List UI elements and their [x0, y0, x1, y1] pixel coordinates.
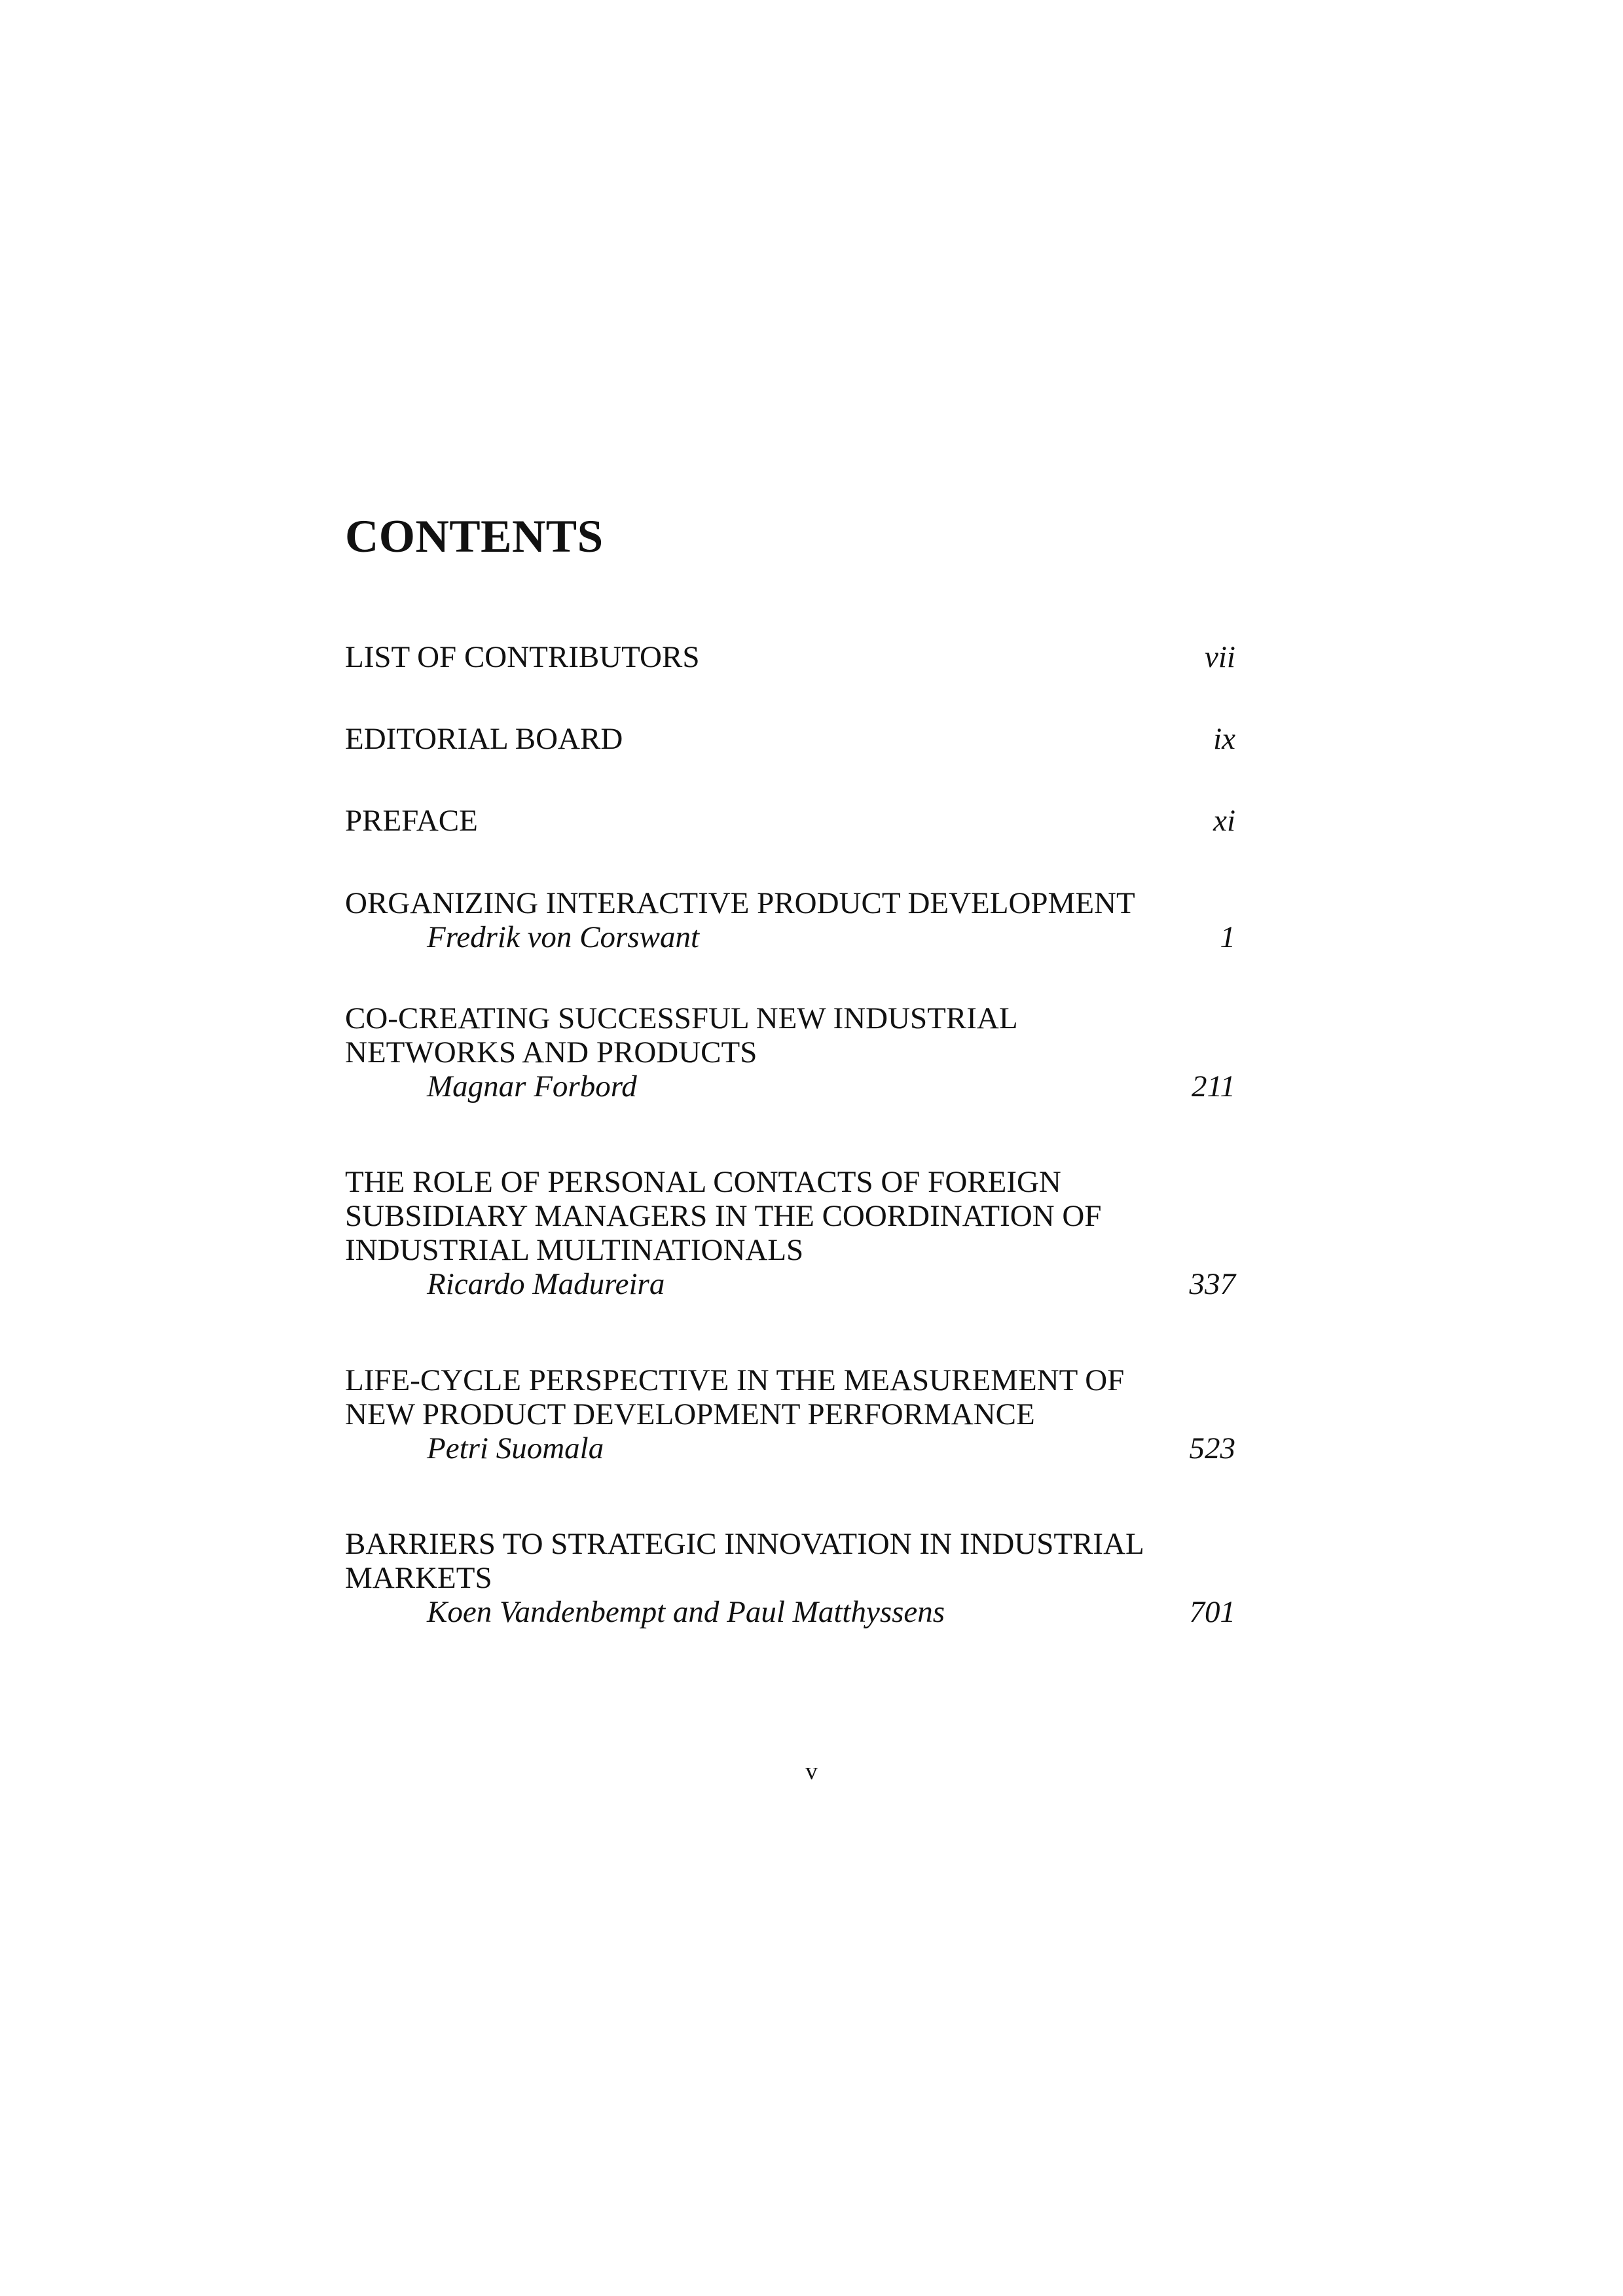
- toc-entry-chapter-3[interactable]: [345, 1165, 1235, 1301]
- toc-entry-author: Magnar Forbord: [427, 1069, 637, 1103]
- toc-entry-editorial-board[interactable]: [345, 722, 1235, 756]
- toc-entry-heading: LIST OF CONTRIBUTORS: [345, 640, 700, 674]
- toc-entry-page-number: 337: [1189, 1267, 1235, 1301]
- toc-entry-author: Petri Suomala: [427, 1431, 604, 1465]
- toc-entry-heading: PREFACE: [345, 804, 478, 838]
- toc-entry-list-of-contributors[interactable]: [345, 640, 1235, 674]
- toc-entry-heading: EDITORIAL BOARD: [345, 722, 623, 756]
- toc-entry-heading: THE ROLE OF PERSONAL CONTACTS OF FOREIGN SUBSIDIARY MANAGERS IN THE COORDINATION OF INDUSTRIAL MULTINATIONALS: [345, 1165, 1102, 1267]
- toc-entry-preface[interactable]: [345, 804, 1235, 838]
- toc-entry-heading: CO-CREATING SUCCESSFUL NEW INDUSTRIAL NETWORKS AND PRODUCTS: [345, 1001, 1017, 1069]
- toc-entry-chapter-1[interactable]: [345, 886, 1235, 954]
- toc-entry-page-number: ix: [1213, 722, 1235, 756]
- toc-entry-heading: LIFE-CYCLE PERSPECTIVE IN THE MEASUREMENT OF NEW PRODUCT DEVELOPMENT PERFORMANCE: [345, 1363, 1125, 1431]
- toc-entry-chapter-2[interactable]: [345, 1001, 1235, 1103]
- toc-entry-page-number: 1: [1220, 920, 1235, 954]
- page-folio: v: [805, 1758, 818, 1785]
- toc-entry-author: Ricardo Madureira: [427, 1267, 665, 1301]
- toc-entry-page-number: vii: [1205, 640, 1235, 674]
- toc-entry-page-number: xi: [1213, 804, 1235, 838]
- toc-entry-heading: ORGANIZING INTERACTIVE PRODUCT DEVELOPMENT: [345, 886, 1135, 920]
- toc-entry-page-number: 701: [1189, 1595, 1235, 1629]
- toc-entry-author: Fredrik von Corswant: [427, 920, 700, 954]
- page-title: CONTENTS: [345, 511, 604, 562]
- toc-entry-heading: BARRIERS TO STRATEGIC INNOVATION IN INDUSTRIAL MARKETS: [345, 1527, 1143, 1595]
- toc-entry-page-number: 211: [1191, 1069, 1235, 1103]
- toc-entry-page-number: 523: [1189, 1431, 1235, 1465]
- toc-entry-author: Koen Vandenbempt and Paul Matthyssens: [427, 1595, 945, 1629]
- toc-entry-chapter-4[interactable]: [345, 1363, 1235, 1465]
- toc-entry-chapter-5[interactable]: [345, 1527, 1235, 1629]
